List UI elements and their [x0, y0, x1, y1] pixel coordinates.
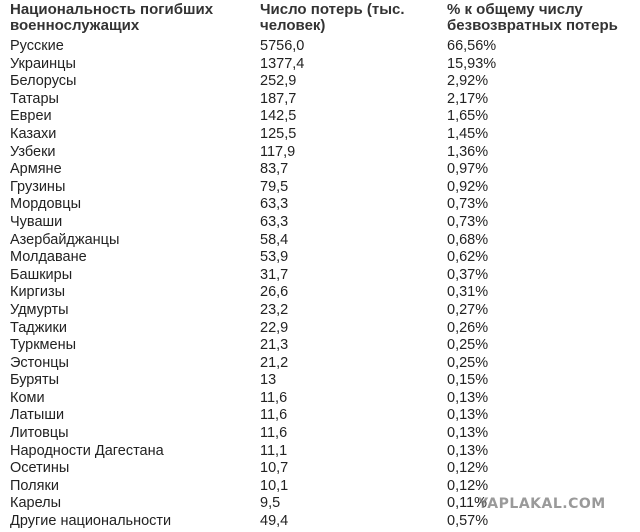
losses-count-cell: 11,1: [260, 442, 288, 459]
nationality-cell: Мордовцы: [10, 196, 81, 213]
losses-percent-cell: 0,13%: [447, 425, 489, 442]
table-row: [10, 302, 630, 320]
nationality-cell: Буряты: [10, 372, 60, 389]
nationality-cell: Белорусы: [10, 73, 77, 90]
site-watermark: YAPLAKAL.COM: [478, 496, 606, 512]
table-row: [10, 495, 630, 513]
losses-percent-cell: 0,26%: [447, 319, 489, 336]
losses-count-cell: 63,3: [260, 213, 289, 230]
table-row: [10, 161, 630, 179]
table-row: [10, 38, 630, 56]
losses-percent-cell: 1,65%: [447, 108, 489, 125]
table-row: [10, 126, 630, 144]
losses-count-cell: 187,7: [260, 90, 297, 107]
losses-count-cell: 125,5: [260, 125, 297, 142]
nationality-cell: Таджики: [10, 319, 67, 336]
losses-count-cell: 83,7: [260, 161, 289, 178]
losses-percent-cell: 0,13%: [447, 407, 489, 424]
header-losses-percent: % к общему числу безвозвратных потерь: [447, 1, 618, 34]
nationality-cell: Казахи: [10, 125, 57, 142]
nationality-cell: Евреи: [10, 108, 52, 125]
table-row: [10, 478, 630, 496]
losses-percent-cell: 0,97%: [447, 161, 489, 178]
losses-count-cell: 11,6: [260, 425, 288, 442]
losses-percent-cell: 0,25%: [447, 337, 489, 354]
table-row: [10, 425, 630, 443]
table-row: [10, 73, 630, 91]
losses-count-cell: 26,6: [260, 284, 289, 301]
nationality-cell: Молдаване: [10, 249, 87, 266]
losses-count-cell: 31,7: [260, 266, 289, 283]
losses-percent-cell: 0,12%: [447, 460, 489, 477]
losses-count-cell: 23,2: [260, 301, 289, 318]
losses-percent-cell: 1,36%: [447, 143, 489, 160]
losses-percent-cell: 0,92%: [447, 178, 489, 195]
losses-count-cell: 21,3: [260, 337, 289, 354]
losses-percent-cell: 1,45%: [447, 125, 489, 142]
losses-percent-cell: 0,13%: [447, 389, 489, 406]
losses-count-cell: 5756,0: [260, 38, 305, 54]
losses-count-cell: 79,5: [260, 178, 289, 195]
losses-count-cell: 21,2: [260, 354, 289, 371]
header-losses-count: Число потерь (тыс. человек): [260, 1, 405, 34]
nationality-cell: Народности Дагестана: [10, 442, 164, 459]
nationality-cell: Киргизы: [10, 284, 66, 301]
table-row: [10, 355, 630, 373]
nationality-cell: Русские: [10, 38, 64, 54]
losses-percent-cell: 0,25%: [447, 354, 489, 371]
header-row: [10, 2, 630, 38]
table-row: [10, 337, 630, 355]
table-row: [10, 284, 630, 302]
losses-percent-cell: 0,31%: [447, 284, 489, 301]
table-row: [10, 196, 630, 214]
table-row: [10, 232, 630, 250]
nationality-cell: Узбеки: [10, 143, 56, 160]
table-header: [10, 2, 630, 38]
losses-percent-cell: 0,13%: [447, 442, 489, 459]
losses-percent-cell: 0,12%: [447, 477, 489, 494]
losses-count-cell: 63,3: [260, 196, 289, 213]
nationality-cell: Карелы: [10, 495, 62, 512]
table-row: [10, 144, 630, 162]
losses-percent-cell: 0,15%: [447, 372, 489, 389]
table-row: [10, 320, 630, 338]
nationality-cell: Башкиры: [10, 266, 73, 283]
losses-percent-cell: 2,92%: [447, 73, 489, 90]
table-body: [10, 38, 630, 531]
table-row: [10, 443, 630, 461]
losses-count-cell: 22,9: [260, 319, 289, 336]
losses-percent-cell: 2,17%: [447, 90, 489, 107]
losses-count-cell: 252,9: [260, 73, 297, 90]
losses-count-cell: 49,4: [260, 513, 289, 530]
header-nationality: Национальность погибших военнослужащих: [10, 1, 214, 34]
losses-count-cell: 58,4: [260, 231, 289, 248]
nationality-cell: Украинцы: [10, 55, 76, 72]
losses-percent-cell: 0,73%: [447, 196, 489, 213]
nationality-cell: Коми: [10, 389, 45, 406]
nationality-cell: Татары: [10, 90, 59, 107]
losses-count-cell: 10,1: [260, 477, 289, 494]
losses-count-cell: 1377,4: [260, 55, 305, 72]
table-row: [10, 179, 630, 197]
nationality-cell: Удмурты: [10, 301, 69, 318]
table-row: [10, 249, 630, 267]
nationality-cell: Поляки: [10, 477, 59, 494]
nationality-cell: Чуваши: [10, 213, 63, 230]
nationality-cell: Армяне: [10, 161, 62, 178]
losses-percent-cell: 66,56%: [447, 38, 497, 54]
table-row: [10, 91, 630, 109]
nationality-cell: Осетины: [10, 460, 70, 477]
losses-percent-cell: 0,62%: [447, 249, 489, 266]
nationality-cell: Другие национальности: [10, 513, 172, 530]
losses-count-cell: 142,5: [260, 108, 297, 125]
losses-percent-cell: 15,93%: [447, 55, 497, 72]
table-row: [10, 513, 630, 531]
losses-percent-cell: 0,68%: [447, 231, 489, 248]
table-row: [10, 214, 630, 232]
losses-count-cell: 53,9: [260, 249, 289, 266]
nationality-cell: Латыши: [10, 407, 65, 424]
losses-percent-cell: 0,37%: [447, 266, 489, 283]
losses-count-cell: 10,7: [260, 460, 289, 477]
losses-percent-cell: 0,11%: [447, 495, 488, 512]
table-row: [10, 407, 630, 425]
losses-count-cell: 117,9: [260, 143, 296, 160]
table-row: [10, 267, 630, 285]
nationality-cell: Грузины: [10, 178, 66, 195]
table-row: [10, 460, 630, 478]
losses-count-cell: 13: [260, 372, 277, 389]
table-row: [10, 390, 630, 408]
losses-percent-cell: 0,73%: [447, 213, 489, 230]
losses-count-cell: 9,5: [260, 495, 281, 512]
nationality-losses-table: [10, 2, 630, 531]
table-row: [10, 372, 630, 390]
nationality-cell: Литовцы: [10, 425, 69, 442]
losses-count-cell: 11,6: [260, 389, 288, 406]
nationality-cell: Туркмены: [10, 337, 77, 354]
losses-count-cell: 11,6: [260, 407, 288, 424]
nationality-cell: Азербайджанцы: [10, 231, 120, 248]
table-row: [10, 108, 630, 126]
losses-percent-cell: 0,27%: [447, 301, 489, 318]
table-row: [10, 56, 630, 74]
losses-percent-cell: 0,57%: [447, 513, 489, 530]
nationality-cell: Эстонцы: [10, 354, 69, 371]
